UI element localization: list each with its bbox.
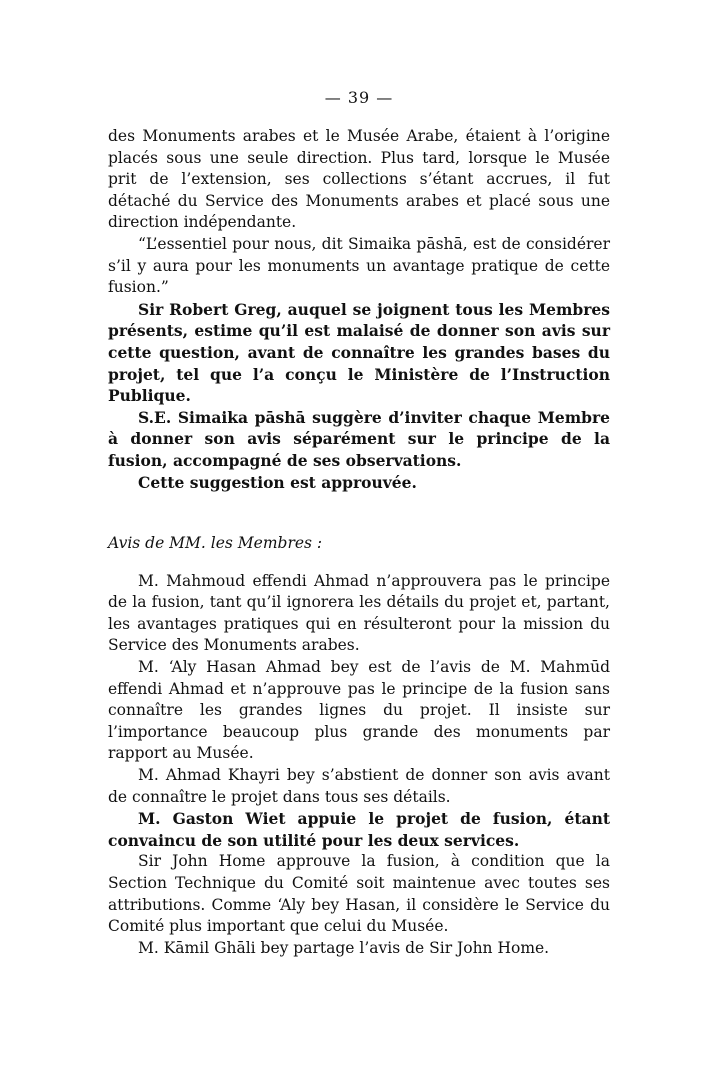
document-text — [108, 126, 610, 959]
paragraph-11: M. Kāmil Ghāli bey partage l’avis de Sir John Home. — [138, 938, 550, 957]
page-number: — 39 — — [324, 88, 394, 107]
paragraph-10: Sir John Home approuve la fusion, à condition que la Section Technique du Comité soit maintenue avec toutes ses attributions. Comme ‘Aly bey Hasan, il considère le Service du Comité plus important que celui du Musée. — [108, 852, 610, 936]
paragraph-7: M. ‘Aly Hasan Ahmad bey est de l’avis de M. Mahmūd effendi Ahmad et n’approuve pas le principe de la fusion sans connaître les grandes lignes du projet. Il insiste sur l’importance beaucoup plus grande des monuments par rapport au Musée. — [108, 658, 610, 763]
section-gap — [108, 493, 610, 533]
paragraph-2: “L’essentiel pour nous, dit Simaika pāshā, est de considérer s’il y aura pour les monuments un avantage pratique de cette fusion.” — [108, 234, 610, 297]
paragraph-9: M. Gaston Wiet appuie le projet de fusion, étant convaincu de son utilité pour les deux services. — [108, 809, 610, 850]
paragraph-1: des Monuments arabes et le Musée Arabe, étaient à l’origine placés sous une seule direction. Plus tard, lorsque le Musée prit de l’extension, ses collections s’étant accrues, il fut détaché du Service des Monuments arabes et placé sous une direction indépendante. — [108, 127, 610, 232]
paragraph-5: Cette suggestion est approuvée. — [138, 472, 417, 492]
paragraph-6: M. Mahmoud effendi Ahmad n’approuvera pas le principe de la fusion, tant qu’il ignorera les détails du projet et, partant, les avantages pratiques qui en résulteront pour la mission du Service des Monuments arabes. — [108, 571, 610, 655]
paragraph-3: Sir Robert Greg, auquel se joignent tous les Membres présents, estime qu’il est malaisé de donner son avis sur cette question, avant de connaître les grandes bases du projet, tel que l’a conçu le Ministère de l’Instruction Publique. — [108, 299, 610, 406]
paragraph-8: M. Ahmad Khayri bey s’abstient de donner son avis avant de connaître le projet dans tous ses détails. — [108, 766, 610, 806]
document-page — [108, 82, 610, 982]
paragraph-4: S.E. Simaika pāshā suggère d’inviter chaque Membre à donner son avis séparément sur le principe de la fusion, accompagné de ses observations. — [108, 407, 610, 470]
section-heading: Avis de MM. les Membres : — [108, 534, 323, 553]
